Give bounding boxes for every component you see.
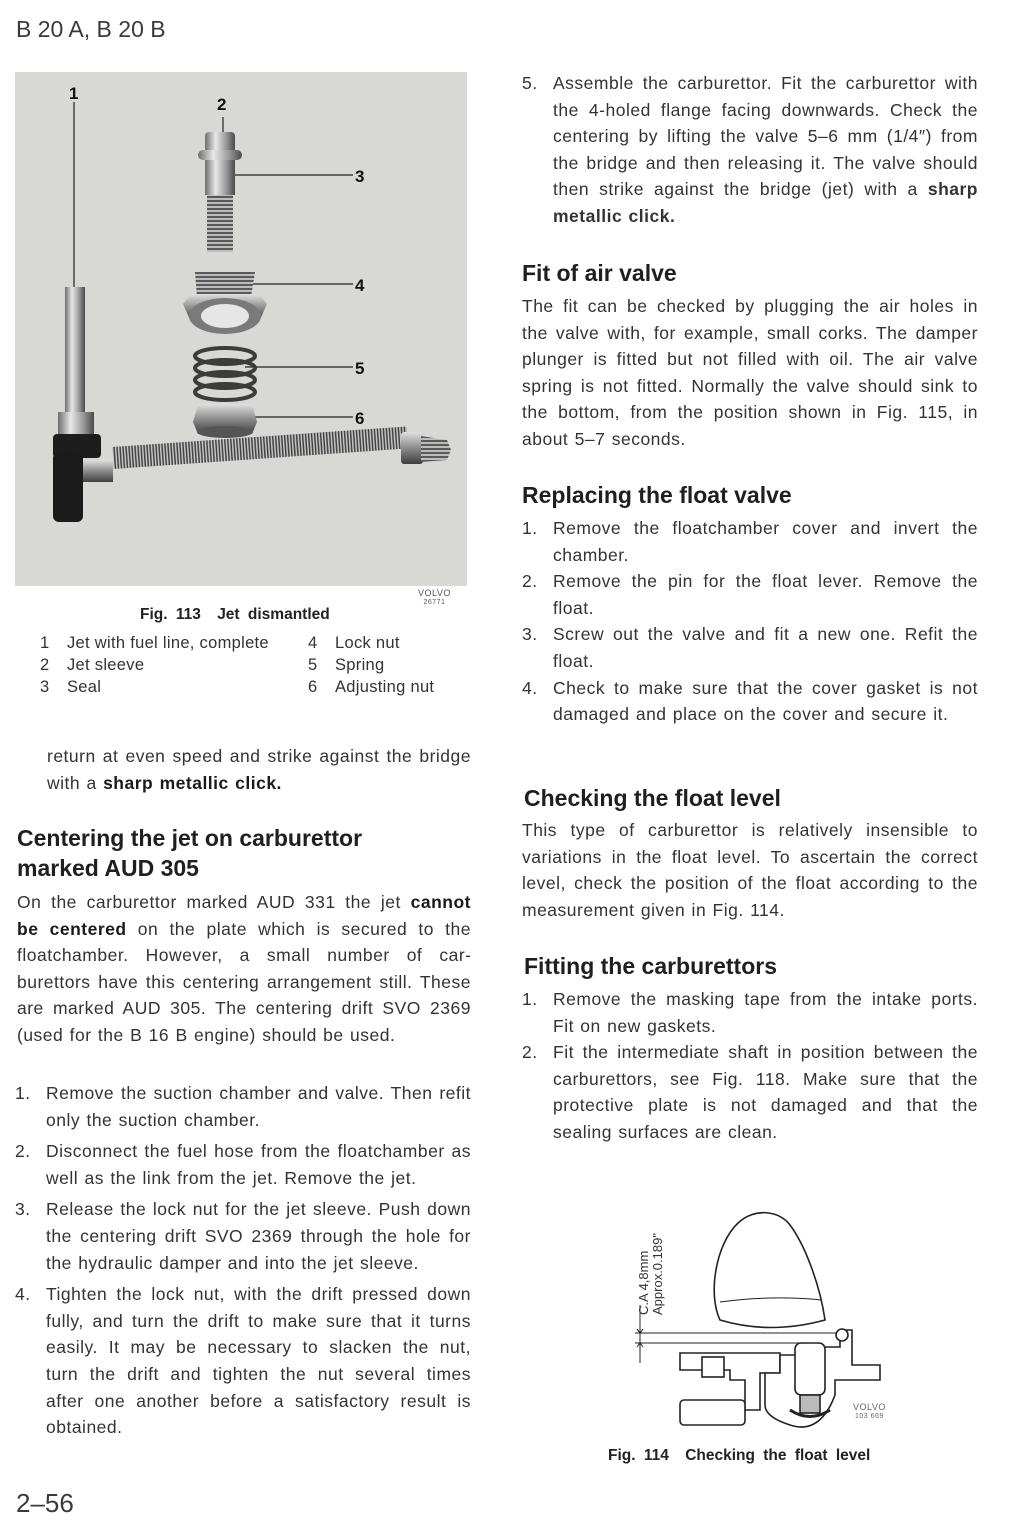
section-heading-float-valve: Replacing the float valve xyxy=(522,482,792,508)
figure-113-caption xyxy=(140,606,330,624)
paragraph-text: on the plate which is secured to the floatchamber. However, a small number of carburettors have this centering arrangement still. These are marked AUD 305. The centering drift SVO 2369 (used for the B 16 B engine) should be used. xyxy=(17,918,471,1045)
paragraph-text: On the carburettor marked AUD 331 the jet xyxy=(17,892,411,912)
step-text: Remove the masking tape from the intake ports. Fit on new gaskets. xyxy=(553,989,978,1036)
heading-line: Centering the jet on carburettor xyxy=(17,825,363,851)
legend-number: 3 xyxy=(40,678,50,696)
figure-label: Fig. 113 xyxy=(140,606,201,623)
step-number: 4. xyxy=(522,677,538,698)
section-heading-air-valve: Fit of air valve xyxy=(522,260,677,286)
legend-number: 4 xyxy=(308,634,318,652)
legend-label: Jet with fuel line, complete xyxy=(67,634,269,652)
float-level-paragraph: This type of carburettor is relatively insensible to variations in the float level. To ascertain the correct level, check the position of the float according to the measurement given in Fig. 114. xyxy=(522,820,978,920)
legend-label: Jet sleeve xyxy=(67,656,145,674)
figure-113-volvo-mark xyxy=(418,589,451,607)
continuation-paragraph xyxy=(47,743,471,796)
step-text: Screw out the valve and fit a new one. Refit the float. xyxy=(553,624,978,671)
bold-emphasis: sharp metallic click. xyxy=(103,772,282,793)
step-text: Remove the floatchamber cover and invert the chamber. xyxy=(553,518,978,565)
figure-114-volvo-mark xyxy=(853,1403,886,1421)
legend-label: Lock nut xyxy=(335,634,400,652)
legend-label: Spring xyxy=(335,656,385,674)
callout-2: 2 xyxy=(217,95,227,114)
figure-113-photo xyxy=(15,72,467,586)
step-number: 2. xyxy=(15,1141,31,1162)
list-item xyxy=(522,986,978,1039)
legend-row xyxy=(40,676,470,698)
section-heading-centering xyxy=(17,823,477,883)
dimension-imperial: Approx.0.189" xyxy=(650,1233,665,1315)
page-number: 2–56 xyxy=(16,1488,74,1518)
step-text: Tighten the lock nut, with the drift pressed down fully, and turn the drift to make sure that it turns easily. It may be necessary to slacken the nut, turn the drift and tighten the nut several times after one another before a satisfactory result is obtained. xyxy=(46,1284,471,1438)
list-item xyxy=(15,1196,471,1276)
list-item xyxy=(522,70,978,230)
heading-line: marked AUD 305 xyxy=(17,855,199,881)
centering-intro-paragraph xyxy=(17,889,471,1049)
callout-1: 1 xyxy=(69,84,79,103)
step-text: Remove the suction chamber and valve. Then refit only the suction chamber. xyxy=(46,1083,471,1130)
callout-6: 6 xyxy=(355,409,365,428)
figure-ref-number: 103 669 xyxy=(855,1413,884,1420)
volvo-mark-text: VOLVO xyxy=(853,1402,886,1412)
dimension-metric: C.A 4,8mm xyxy=(636,1250,651,1315)
legend-row xyxy=(40,632,470,654)
step-text: Assemble the carburettor. Fit the carburettor with the 4-holed flange facing downwards. Check the centering by lifting the valve 5–6 mm (1/4″) from the bridge and then releasing it. The valve should then strike against the bridge (jet) with a xyxy=(553,73,978,200)
callout-5: 5 xyxy=(355,359,365,378)
page-header-title: B 20 A, B 20 B xyxy=(16,16,166,42)
figure-title: Checking the float level xyxy=(685,1447,871,1464)
step-text: Fit the intermediate shaft in position between the carburettors, see Fig. 118. Make sure that the protective plate is not damaged and that the sealing surfaces are clean. xyxy=(553,1042,978,1142)
legend-number: 2 xyxy=(40,656,50,674)
section-heading-float-level: Checking the float level xyxy=(524,785,781,811)
list-item xyxy=(15,1138,471,1191)
figure-114-caption xyxy=(608,1447,870,1465)
float-valve-steps-list xyxy=(522,515,978,728)
figure-ref-number: 26771 xyxy=(423,599,446,606)
list-item xyxy=(522,1039,978,1145)
fitting-steps-list xyxy=(522,986,978,1146)
step-number: 2. xyxy=(522,571,538,592)
list-item xyxy=(522,568,978,621)
step-text: Remove the pin for the float lever. Remove the float. xyxy=(553,571,978,618)
figure-113-legend xyxy=(40,632,470,698)
step-text: Disconnect the fuel hose from the floatchamber as well as the link from the jet. Remove the jet. xyxy=(46,1141,471,1188)
step-number: 1. xyxy=(522,989,538,1009)
step-number: 3. xyxy=(522,624,538,645)
step-text: Check to make sure that the cover gasket is not damaged and place on the cover and secure it. xyxy=(553,677,978,725)
list-item xyxy=(15,1281,471,1441)
callout-3: 3 xyxy=(355,167,365,186)
legend-row xyxy=(40,654,470,676)
volvo-mark-text: VOLVO xyxy=(418,588,451,598)
figure-label: Fig. 114 xyxy=(608,1447,669,1464)
centering-steps-list xyxy=(15,1080,471,1441)
list-item xyxy=(522,675,978,728)
step-number: 4. xyxy=(15,1284,31,1305)
air-valve-paragraph: The fit can be checked by plugging the air holes in the valve with, for example, small corks. The damper plunger is fitted but not filled with oil. The air valve spring is not fitted. Normally the valve should sink to the bottom, from the position shown in Fig. 115, in about 5–7 seconds. xyxy=(522,296,978,449)
step-number: 2. xyxy=(522,1042,538,1063)
section-heading-fitting: Fitting the carburettors xyxy=(524,953,778,979)
list-item xyxy=(15,1080,471,1133)
step-number: 5. xyxy=(522,73,538,93)
step-number: 1. xyxy=(15,1083,31,1103)
step-number: 3. xyxy=(15,1199,31,1220)
legend-label: Adjusting nut xyxy=(335,678,435,696)
legend-number: 6 xyxy=(308,678,318,696)
bold-emphasis: sharp metallic click. xyxy=(553,179,978,226)
legend-label: Seal xyxy=(67,678,102,696)
list-item xyxy=(522,515,978,568)
callout-4: 4 xyxy=(355,276,365,295)
paragraph-text: return at even speed and strike against the bridge with a xyxy=(47,746,471,793)
step-number: 1. xyxy=(522,518,538,538)
list-item xyxy=(522,621,978,674)
legend-number: 1 xyxy=(40,634,50,652)
assembly-step-5 xyxy=(522,70,978,230)
bold-emphasis: cannot be centered xyxy=(17,892,471,939)
legend-number: 5 xyxy=(308,656,318,674)
step-text: Release the lock nut for the jet sleeve. Push down the centering drift SVO 2369 through the hole for the hydraulic damper and into the jet sleeve. xyxy=(46,1199,471,1273)
figure-title: Jet dismantled xyxy=(217,606,330,623)
